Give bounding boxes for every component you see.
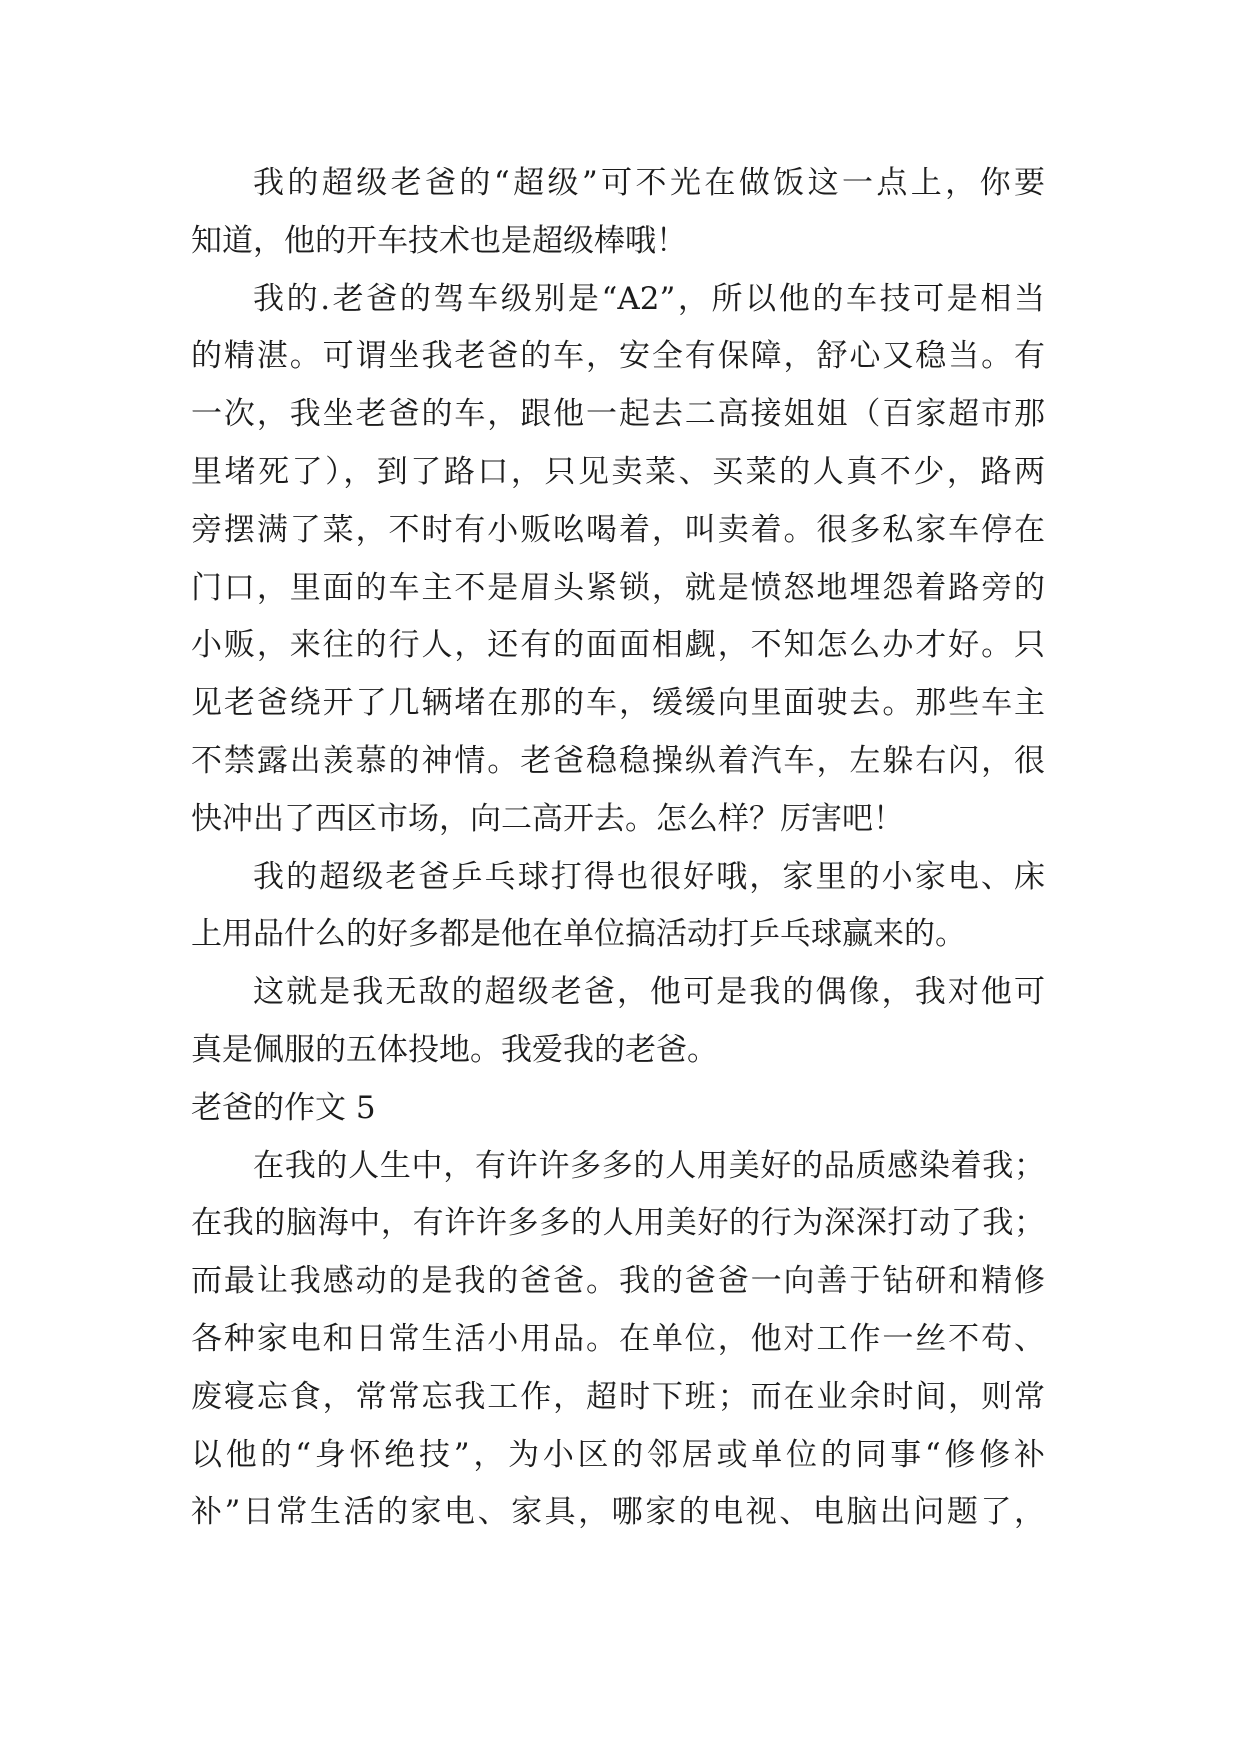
paragraph bbox=[191, 1138, 1045, 1543]
text-line: 上用品什么的好多都是他在单位搞活动打乒乓球赢来的。 bbox=[191, 916, 966, 953]
section-heading: 老爸的作文 5 bbox=[191, 1089, 376, 1126]
text-line: 这就是我无敌的超级老爸，他可是我的偶像，我对他可 bbox=[253, 974, 1045, 1011]
text-line: 知道，他的开车技术也是超级棒哦！ bbox=[191, 222, 687, 259]
text-line: 我的超级老爸的“超级”可不光在做饭这一点上，你要 bbox=[253, 165, 1045, 201]
text-line: 我的超级老爸乒乓球打得也很好哦，家里的小家电、床 bbox=[253, 858, 1045, 895]
text-line: 一次，我坐老爸的车，跟他一起去二高接姐姐（百家超市那 bbox=[191, 396, 1045, 433]
text-line: 而最让我感动的是我的爸爸。我的爸爸一向善于钻研和精修 bbox=[191, 1263, 1045, 1300]
paragraph bbox=[191, 271, 1045, 849]
text-line: 我的.老爸的驾车级别是“A2”，所以他的车技可是相当 bbox=[253, 280, 1045, 317]
document-body bbox=[191, 155, 1045, 1542]
text-line: 在我的脑海中，有许许多多的人用美好的行为深深打动了我； bbox=[191, 1205, 1045, 1242]
text-line: 的精湛。可谓坐我老爸的车，安全有保障，舒心又稳当。有 bbox=[191, 338, 1045, 375]
paragraph bbox=[191, 849, 1045, 965]
text-line: 真是佩服的五体投地。我爱我的老爸。 bbox=[191, 1031, 718, 1068]
text-line: 旁摆满了菜，不时有小贩吆喝着，叫卖着。很多私家车停在 bbox=[191, 511, 1045, 548]
text-line: 门口，里面的车主不是眉头紧锁，就是愤怒地埋怨着路旁的 bbox=[191, 569, 1045, 606]
text-line: 小贩，来往的行人，还有的面面相觑，不知怎么办才好。只 bbox=[191, 627, 1045, 664]
text-line: 以他的“身怀绝技”，为小区的邻居或单位的同事“修修补 bbox=[191, 1436, 1045, 1473]
text-line: 在我的人生中，有许许多多的人用美好的品质感染着我； bbox=[253, 1147, 1045, 1184]
text-line: 里堵死了），到了路口，只见卖菜、买菜的人真不少，路两 bbox=[191, 453, 1045, 490]
paragraph bbox=[191, 155, 1045, 271]
paragraph bbox=[191, 964, 1045, 1080]
text-line: 补”日常生活的家电、家具，哪家的电视、电脑出问题了， bbox=[191, 1494, 1045, 1531]
text-line: 不禁露出羡慕的神情。老爸稳稳操纵着汽车，左躲右闪，很 bbox=[191, 742, 1045, 779]
text-line: 快冲出了西区市场，向二高开去。怎么样？厉害吧！ bbox=[191, 800, 904, 837]
text-line: 见老爸绕开了几辆堵在那的车，缓缓向里面驶去。那些车主 bbox=[191, 685, 1045, 722]
text-line: 各种家电和日常生活小用品。在单位，他对工作一丝不苟、 bbox=[191, 1320, 1045, 1357]
text-line: 废寝忘食，常常忘我工作，超时下班；而在业余时间，则常 bbox=[191, 1378, 1045, 1415]
